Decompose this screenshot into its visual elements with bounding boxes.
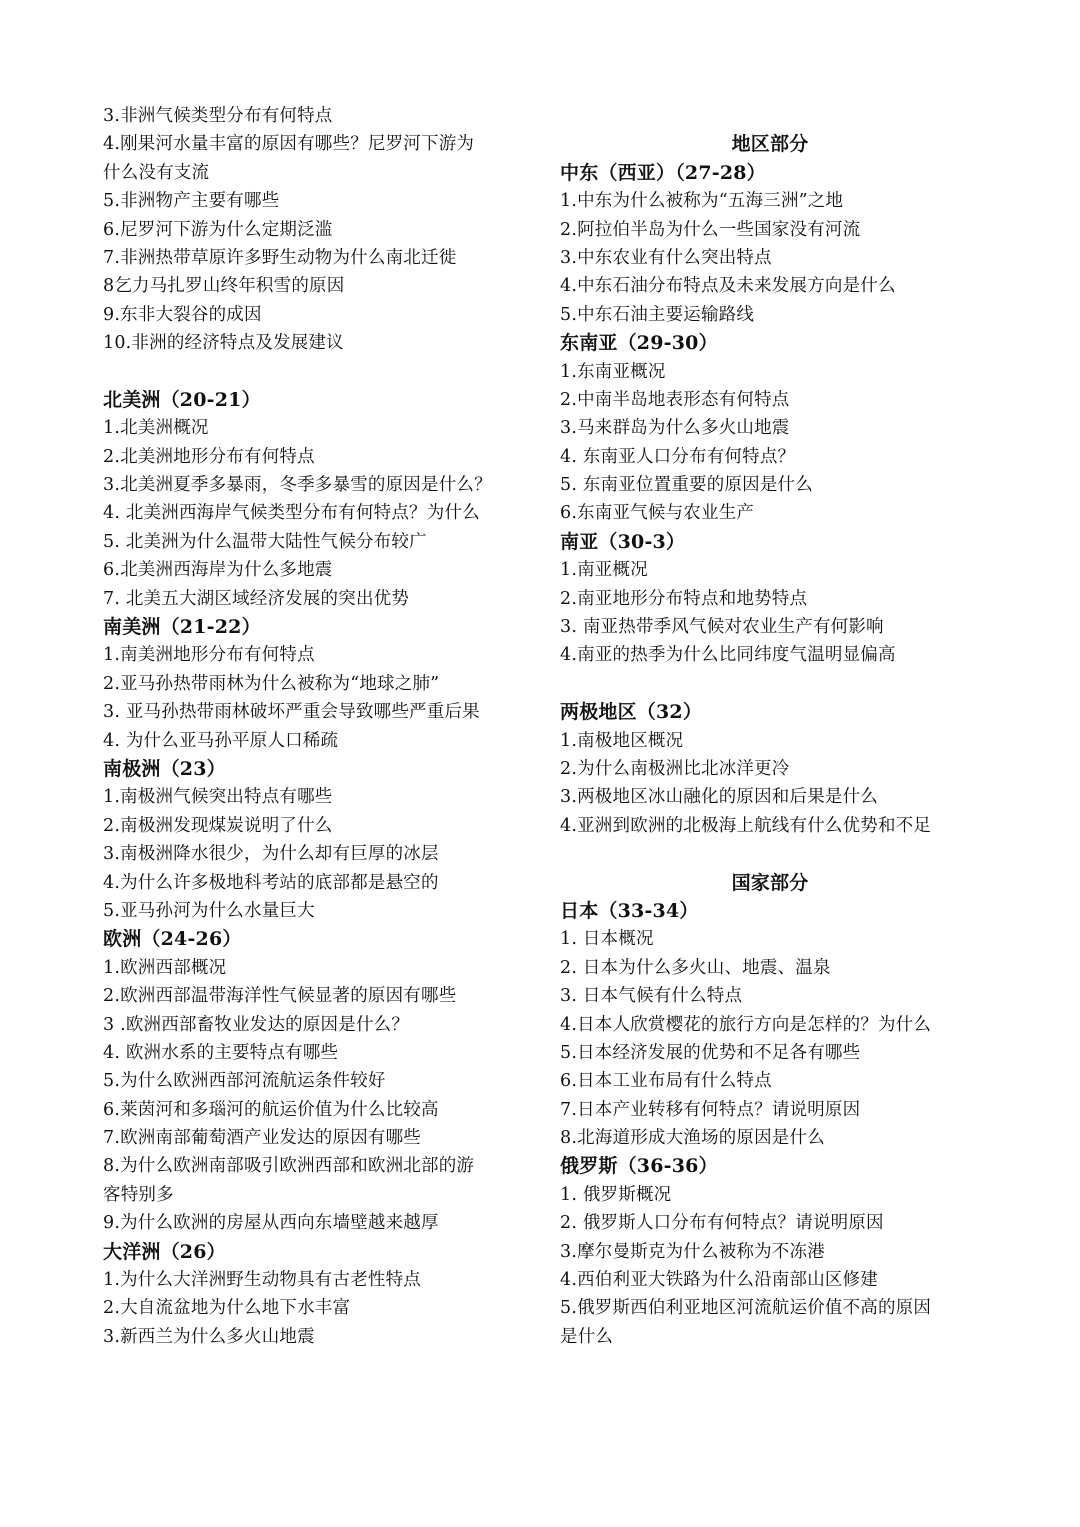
list-item: 4.为什么许多极地科考站的底部都是悬空的 — [103, 872, 439, 893]
section-heading-southeast-asia: 东南亚（29-30） — [560, 332, 718, 355]
section-heading-south-america: 南美洲（21-22） — [103, 616, 261, 639]
list-item: 6.尼罗河下游为什么定期泛滥 — [103, 219, 333, 240]
list-item: 3.摩尔曼斯克为什么被称为不冻港 — [560, 1241, 825, 1262]
list-item: 是什么 — [560, 1326, 614, 1347]
list-item: 5. 东南亚位置重要的原因是什么 — [560, 475, 813, 496]
list-item: 4. 欧洲水系的主要特点有哪些 — [103, 1042, 339, 1063]
list-item: 2.大自流盆地为什么地下水丰富 — [103, 1298, 351, 1319]
list-item: 3.新西兰为什么多火山地震 — [103, 1326, 315, 1347]
list-item: 5.俄罗斯西伯利亚地区河流航运价值不高的原因 — [560, 1298, 932, 1319]
spacer — [560, 670, 980, 698]
list-item: 6.莱茵河和多瑙河的航运价值为什么比较高 — [103, 1099, 439, 1120]
section-heading-europe: 欧洲（24-26） — [103, 928, 242, 951]
list-item: 4.中东石油分布特点及未来发展方向是什么 — [560, 276, 896, 297]
list-item: 5.非洲物产主要有哪些 — [103, 191, 280, 212]
section-heading-polar: 两极地区（32） — [560, 701, 703, 724]
list-item: 2.为什么南极洲比北冰洋更冷 — [560, 758, 790, 779]
list-item: 3. 日本气候有什么特点 — [560, 986, 743, 1007]
list-item: 4.南亚的热季为什么比同纬度气温明显偏高 — [560, 645, 896, 666]
list-item: 客特别多 — [103, 1184, 174, 1205]
list-item: 5.中东石油主要运输路线 — [560, 304, 755, 325]
list-item: 1.北美洲概况 — [103, 418, 209, 439]
list-item: 5.日本经济发展的优势和不足各有哪些 — [560, 1042, 861, 1063]
list-item: 8.北海道形成大渔场的原因是什么 — [560, 1128, 825, 1149]
section-heading-south-asia: 南亚（30-3） — [560, 530, 686, 553]
region-part-title: 地区部分 — [731, 133, 809, 156]
list-item: 10.非洲的经济特点及发展建议 — [103, 333, 344, 354]
list-item: 2.北美洲地形分布有何特点 — [103, 446, 315, 467]
list-item: 7.非洲热带草原许多野生动物为什么南北迁徙 — [103, 247, 457, 268]
list-item: 2. 日本为什么多火山、地震、温泉 — [560, 957, 831, 978]
list-item: 4.亚洲到欧洲的北极海上航线有什么优势和不足 — [560, 815, 932, 836]
list-item: 1. 俄罗斯概况 — [560, 1184, 672, 1205]
list-item: 4.刚果河水量丰富的原因有哪些？尼罗河下游为 — [103, 134, 475, 155]
list-item: 2.南极洲发现煤炭说明了什么 — [103, 815, 333, 836]
right-column — [560, 102, 980, 1351]
section-heading-japan: 日本（33-34） — [560, 899, 699, 922]
list-item: 3. 南亚热带季风气候对农业生产有何影响 — [560, 617, 884, 638]
list-item: 6.日本工业布局有什么特点 — [560, 1071, 772, 1092]
list-item: 4.日本人欣赏樱花的旅行方向是怎样的？为什么 — [560, 1014, 932, 1035]
list-item: 5.为什么欧洲西部河流航运条件较好 — [103, 1071, 386, 1092]
section-heading-russia: 俄罗斯（36-36） — [560, 1155, 718, 1178]
list-item: 4. 北美洲西海岸气候类型分布有何特点？为什么 — [103, 503, 480, 524]
list-item: 4. 为什么亚马孙平原人口稀疏 — [103, 730, 339, 751]
list-item: 6.北美洲西海岸为什么多地震 — [103, 560, 333, 581]
section-heading-north-america: 北美洲（20-21） — [103, 388, 261, 411]
list-item: 3.非洲气候类型分布有何特点 — [103, 106, 333, 126]
spacer — [560, 102, 980, 130]
list-item: 7.日本产业转移有何特点？请说明原因 — [560, 1099, 861, 1120]
list-item: 1.为什么大洋洲野生动物具有古老性特点 — [103, 1270, 421, 1291]
list-item: 8.为什么欧洲南部吸引欧洲西部和欧洲北部的游 — [103, 1156, 475, 1177]
list-item: 3.南极洲降水很少，为什么却有巨厚的冰层 — [103, 844, 439, 865]
list-item: 3.中东农业有什么突出特点 — [560, 247, 772, 268]
list-item: 2.亚马孙热带雨林为什么被称为“地球之肺” — [103, 673, 440, 694]
list-item: 4. 东南亚人口分布有何特点？ — [560, 446, 796, 467]
list-item: 9.为什么欧洲的房屋从西向东墙壁越来越厚 — [103, 1213, 439, 1234]
spacer — [103, 358, 533, 386]
list-item: 2.南亚地形分布特点和地势特点 — [560, 588, 808, 609]
section-heading-antarctica: 南极洲（23） — [103, 757, 226, 780]
list-item: 2.欧洲西部温带海洋性气候显著的原因有哪些 — [103, 986, 457, 1007]
list-item: 5.亚马孙河为什么水量巨大 — [103, 900, 315, 921]
list-item: 9.东非大裂谷的成因 — [103, 304, 262, 325]
list-item: 3.马来群岛为什么多火山地震 — [560, 418, 790, 439]
section-heading-middle-east: 中东（西亚）（27-28） — [560, 161, 766, 184]
list-item: 5. 北美洲为什么温带大陆性气候分布较广 — [103, 531, 427, 552]
list-item: 1.东南亚概况 — [560, 361, 666, 382]
list-item: 1. 日本概况 — [560, 929, 654, 950]
list-item: 4.西伯利亚大铁路为什么沿南部山区修建 — [560, 1270, 878, 1291]
list-item: 1.南极地区概况 — [560, 730, 684, 751]
list-item: 2.中南半岛地表形态有何特点 — [560, 389, 790, 410]
list-item: 3. 亚马孙热带雨林破坏严重会导致哪些严重后果 — [103, 702, 480, 723]
list-item: 1.中东为什么被称为“五海三洲”之地 — [560, 191, 844, 212]
list-item: 3 .欧洲西部畜牧业发达的原因是什么？ — [103, 1014, 410, 1035]
list-item: 1.南美洲地形分布有何特点 — [103, 645, 315, 666]
list-item: 1.欧洲西部概况 — [103, 957, 227, 978]
list-item: 1.南亚概况 — [560, 560, 648, 581]
left-column — [103, 102, 533, 1351]
country-part-title: 国家部分 — [731, 871, 809, 894]
list-item: 8乞力马扎罗山终年积雪的原因 — [103, 276, 345, 297]
spacer — [560, 840, 980, 868]
list-item: 7. 北美五大湖区域经济发展的突出优势 — [103, 588, 410, 609]
section-heading-oceania: 大洋洲（26） — [103, 1240, 226, 1263]
list-item: 2. 俄罗斯人口分布有何特点？请说明原因 — [560, 1213, 884, 1234]
list-item: 6.东南亚气候与农业生产 — [560, 503, 755, 524]
list-item: 2.阿拉伯半岛为什么一些国家没有河流 — [560, 219, 861, 240]
list-item: 什么没有支流 — [103, 162, 210, 183]
list-item: 3.两极地区冰山融化的原因和后果是什么 — [560, 787, 878, 808]
list-item: 3.北美洲夏季多暴雨，冬季多暴雪的原因是什么？ — [103, 475, 492, 496]
list-item: 7.欧洲南部葡萄酒产业发达的原因有哪些 — [103, 1128, 421, 1149]
list-item: 1.南极洲气候突出特点有哪些 — [103, 787, 333, 808]
